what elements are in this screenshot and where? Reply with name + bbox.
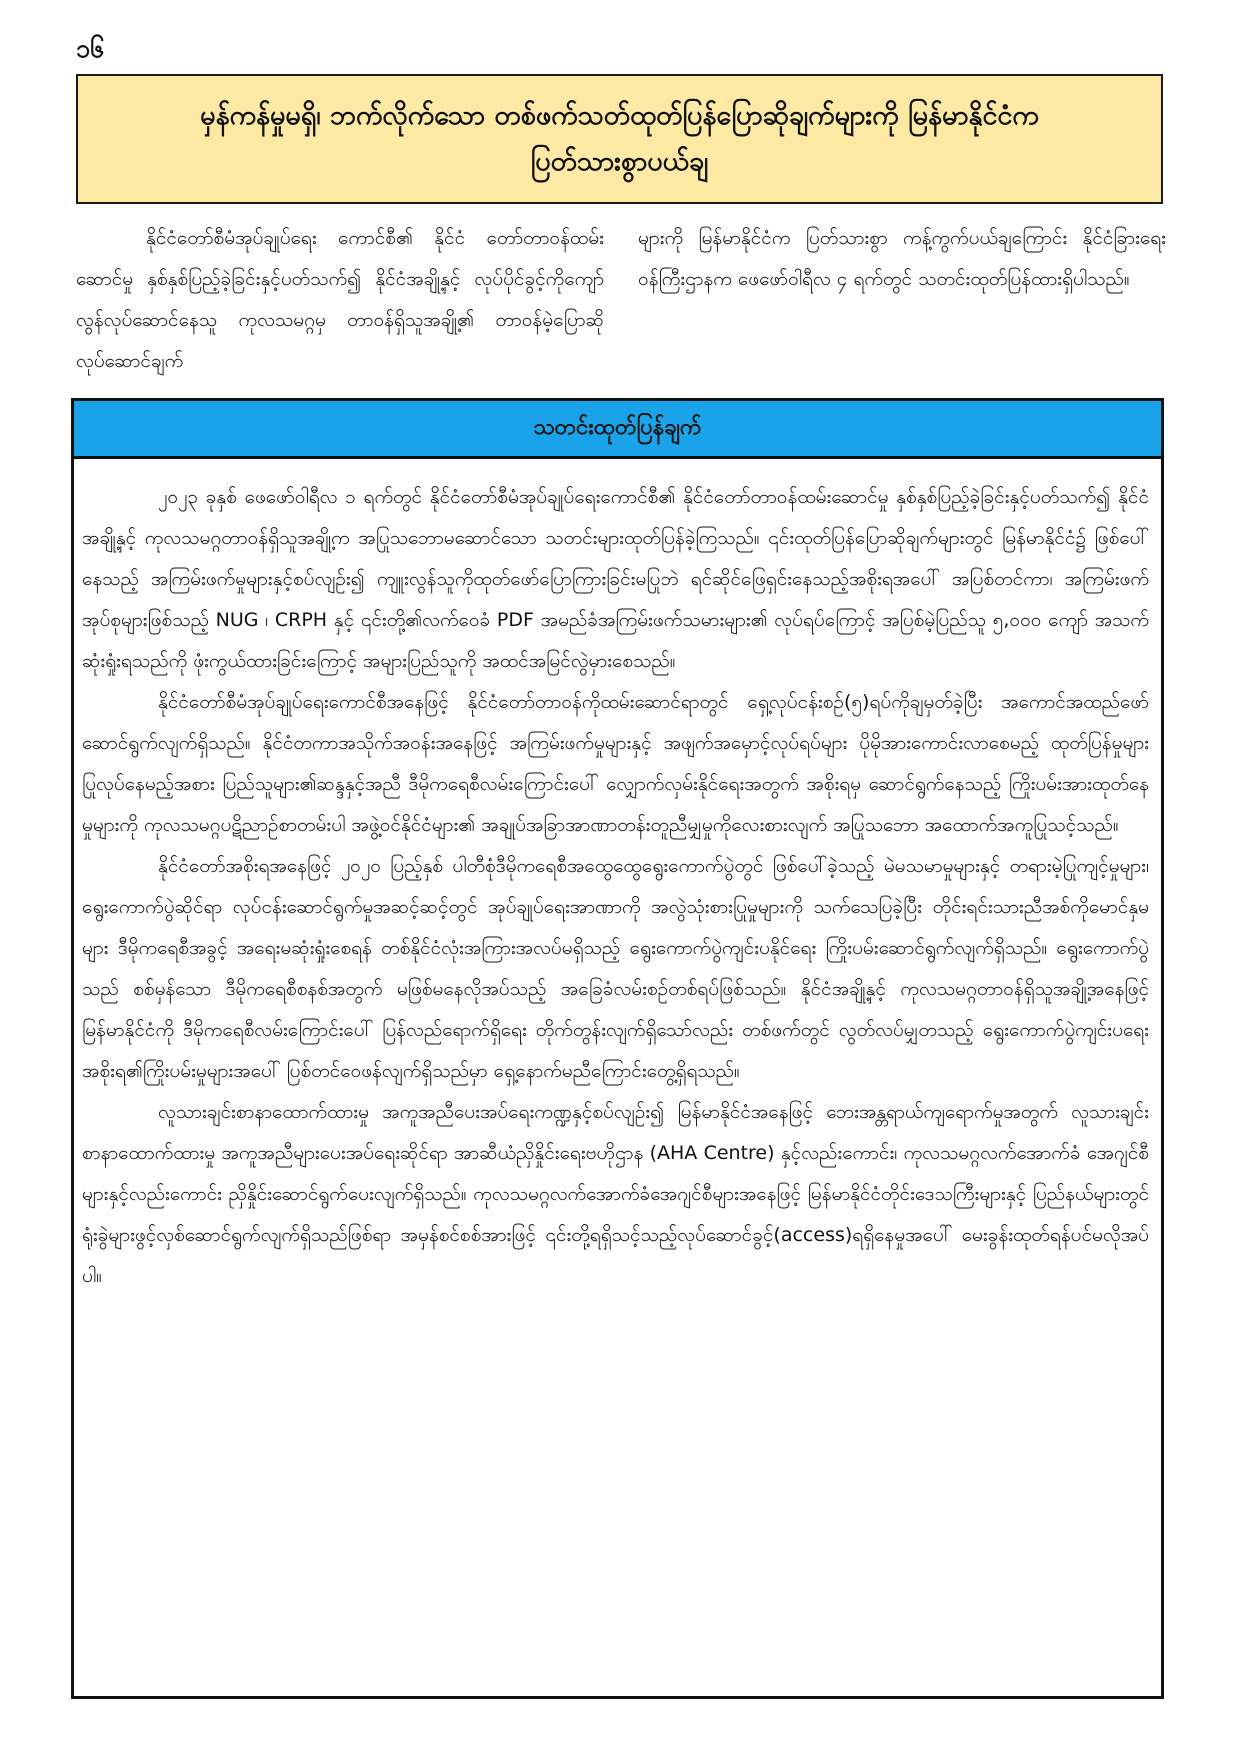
intro-column-left: နိုင်ငံတော်စီမံအုပ်ချုပ်ရေး ကောင်စီ၏ နိုင်ငံ တော်တာဝန်ထမ်းဆောင်မှု နှစ်နှစ်ပြည့်ခဲ့ခြင်းနှင့်ပတ်သက်၍ နိုင်ငံအချို့နှင့် လုပ်ပိုင်ခွင့်ကိုကျော်လွန်လုပ်ဆောင်နေသူ ကုလသမဂ္ဂမှ တာဝန်ရှိသူအချို့၏ တာဝန်မဲ့ပြောဆိုလုပ်ဆောင်ချက် [76, 227, 604, 372]
statement-paragraph-1: ၂၀၂၃ ခုနှစ် ဖေဖော်ဝါရီလ ၁ ရက်တွင် နိုင်ငံတော်စီမံအုပ်ချုပ်ရေးကောင်စီ၏ နိုင်ငံတော်တာဝန်ထမ်းဆောင်မှု နှစ်နှစ်ပြည့်ခဲ့ခြင်းနှင့်ပတ်သက်၍ နိုင်ငံအချို့နှင့် ကုလသမဂ္ဂတာဝန်ရှိသူအချို့က အပြုသဘောမဆောင်သော သတင်းများထုတ်ပြန်ခဲ့ကြသည်။ ၎င်းထုတ်ပြန်ပြောဆိုချက်များတွင် မြန်မာနိုင်ငံ၌ ဖြစ်ပေါ်နေသည့် အကြမ်းဖက်မှုများနှင့်စပ်လျဉ်း၍ ကျူးလွန်သူကိုထုတ်ဖော်ပြောကြားခြင်းမပြုဘဲ ရင်ဆိုင်ဖြေရှင်းနေသည့်အစိုးရအပေါ် အပြစ်တင်ကာ၊ အကြမ်းဖက်အုပ်စုများဖြစ်သည့် NUG ၊ CRPH နှင့် ၎င်းတို့၏လက်ဝေခံ PDF အမည်ခံအကြမ်းဖက်သမားများ၏ လုပ်ရပ်ကြောင့် အပြစ်မဲ့ပြည်သူ ၅,၀၀၀ ကျော် အသက်ဆုံးရှုံးရသည်ကို ဖုံးကွယ်ထားခြင်းကြောင့် အများပြည်သူကို အထင်အမြင်လွဲမှားစေသည်။ [82, 486, 1149, 672]
statement-paragraph-2: နိုင်ငံတော်စီမံအုပ်ချုပ်ရေးကောင်စီအနေဖြင့် နိုင်ငံတော်တာဝန်ကိုထမ်းဆောင်ရာတွင် ရှေ့လုပ်ငန်းစဉ်(၅)ရပ်ကိုချမှတ်ခဲ့ပြီး အကောင်အထည်ဖော်ဆောင်ရွက်လျက်ရှိသည်။ နိုင်ငံတကာအသိုက်အဝန်းအနေဖြင့် အကြမ်းဖက်မှုများနှင့် အဖျက်အမှောင့်လုပ်ရပ်များ ပိုမိုအားကောင်းလာစေမည့် ထုတ်ပြန်မှုများပြုလုပ်နေမည့်အစား ပြည်သူများ၏ဆန္ဒနှင့်အညီ ဒီမိုကရေစီလမ်းကြောင်းပေါ် လျှောက်လှမ်းနိုင်ရေးအတွက် အစိုးရမှ ဆောင်ရွက်နေသည့် ကြိုးပမ်းအားထုတ်နေမှုများကို ကုလသမဂ္ဂပဋိညာဉ်စာတမ်းပါ အဖွဲ့ဝင်နိုင်ငံများ၏ အချုပ်အခြာအာဏာတန်းတူညီမျှမှုကိုလေးစားလျက် အပြုသဘော အထောက်အကူပြုသင့်သည်။ [82, 691, 1149, 836]
statement-paragraph-3: နိုင်ငံတော်အစိုးရအနေဖြင့် ၂၀၂၀ ပြည့်နှစ် ပါတီစုံဒီမိုကရေစီအထွေထွေရွေးကောက်ပွဲတွင် ဖြစ်ပေါ်ခဲ့သည့် မဲမသမာမှုများနှင့် တရားမဲ့ပြုကျင့်မှုများ၊ ရွေးကောက်ပွဲဆိုင်ရာ လုပ်ငန်းဆောင်ရွက်မှုအဆင့်ဆင့်တွင် အုပ်ချုပ်ရေးအာဏာကို အလွဲသုံးစားပြုမှုများကို သက်သေပြခဲ့ပြီး တိုင်းရင်းသားညီအစ်ကိုမောင်နှမများ ဒီမိုကရေစီအခွင့် အရေးမဆုံးရှုံးစေရန် တစ်နိုင်ငံလုံးအကြားအလပ်မရှိသည့် ရွေးကောက်ပွဲကျင်းပနိုင်ရေး ကြိုးပမ်းဆောင်ရွက်လျက်ရှိသည်။ ရွေးကောက်ပွဲသည် စစ်မှန်သော ဒီမိုကရေစီစနစ်အတွက် မဖြစ်မနေလိုအပ်သည့် အခြေခံလမ်းစဉ်တစ်ရပ်ဖြစ်သည်။ နိုင်ငံအချို့နှင့် ကုလသမဂ္ဂတာဝန်ရှိသူအချို့အနေဖြင့် မြန်မာနိုင်ငံကို ဒီမိုကရေစီလမ်းကြောင်းပေါ် ပြန်လည်ရောက်ရှိရေး တိုက်တွန်းလျက်ရှိသော်လည်း တစ်ဖက်တွင် လွတ်လပ်မျှတသည့် ရွေးကောက်ပွဲကျင်းပရေး အစိုးရ၏ကြိုးပမ်းမှုများအပေါ် ပြစ်တင်ဝေဖန်လျက်ရှိသည်မှာ ရှေ့နောက်မညီကြောင်းတွေ့ရှိရသည်။ [82, 855, 1149, 1082]
press-statement-box [71, 398, 1164, 1699]
headline-line-1: မှန်ကန်မှုမရှိ၊ ဘက်လိုက်သော တစ်ဖက်သတ်ထုတ်ပြန်ပြောဆိုချက်များကို မြန်မာနိုင်ငံက [200, 100, 1039, 131]
intro-column-right: များကို မြန်မာနိုင်ငံက ပြတ်သားစွာ ကန့်ကွက်ပယ်ချကြောင်း နိုင်ငံခြားရေးဝန်ကြီးဌာနက ဖေဖော်ဝါရီလ ၄ ရက်တွင် သတင်းထုတ်ပြန်ထားရှိပါသည်။ [638, 227, 1166, 290]
headline [200, 93, 1039, 185]
page-number: ၁၆ [76, 34, 105, 63]
press-statement-heading: သတင်းထုတ်ပြန်ချက် [74, 401, 1161, 459]
press-statement-body [74, 459, 1161, 1679]
statement-paragraph-4: လူသားချင်းစာနာထောက်ထားမှု အကူအညီပေးအပ်ရေးကဏ္ဍနှင့်စပ်လျဉ်း၍ မြန်မာနိုင်ငံအနေဖြင့် ဘေးအန္တရာယ်ကျရောက်မှုအတွက် လူသားချင်းစာနာထောက်ထားမှု အကူအညီများပေးအပ်ရေးဆိုင်ရာ အာဆီယံညှိနှိုင်းရေးဗဟိုဌာန (AHA Centre) နှင့်လည်းကောင်း၊ ကုလသမဂ္ဂလက်အောက်ခံ အေဂျင်စီများနှင့်လည်းကောင်း ညှိနှိုင်းဆောင်ရွက်ပေးလျက်ရှိသည်။ ကုလသမဂ္ဂလက်အောက်ခံအေဂျင်စီများအနေဖြင့် မြန်မာနိုင်ငံတိုင်းဒေသကြီးများနှင့် ပြည်နယ်များတွင် ရုံးခွဲများဖွင့်လှစ်ဆောင်ရွက်လျက်ရှိသည်ဖြစ်ရာ အမှန်စင်စစ်အားဖြင့် ၎င်းတို့ရရှိသင့်သည့်လုပ်ဆောင်ခွင့်(access)ရရှိနေမှုအပေါ် မေးခွန်းထုတ်ရန်ပင်မလိုအပ်ပါ။ [82, 1101, 1149, 1287]
headline-box [76, 74, 1163, 204]
intro-section [76, 218, 1166, 386]
headline-line-2: ပြတ်သားစွာပယ်ချ [530, 146, 709, 177]
